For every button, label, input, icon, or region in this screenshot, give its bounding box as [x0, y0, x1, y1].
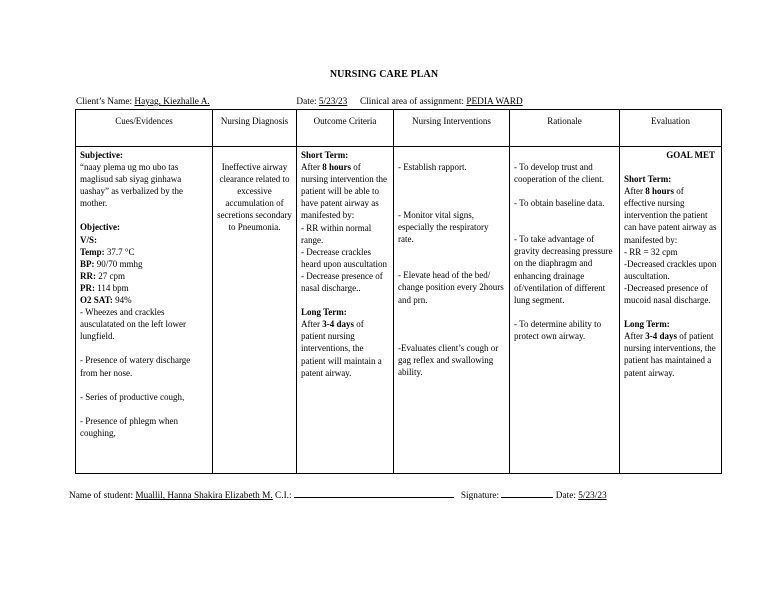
eval-short-item: -Decreased crackles upon auscultation. — [624, 258, 717, 281]
diagnosis-text: Ineffective airway clearance related to excessive accumulation of secretions secondary to Pneumonia. — [217, 162, 292, 233]
rationale-item: - To take advantage of gravity decreasing pressure on the diaphragm and enhancing drainage of/ventilation of different lung segment. — [514, 234, 613, 305]
column-header: Rationale — [510, 110, 620, 147]
subjective-text: “naay plema ug mo ubo tas maglisud sab siyag ginhawa uashay” as verbalized by the mother. — [80, 162, 183, 209]
column-header: Evaluation — [620, 110, 722, 147]
finding-item: - Presence of watery discharge from her nose. — [80, 355, 191, 378]
finding-item: - Series of productive cough, — [80, 391, 185, 402]
date-label: Date: — [296, 97, 317, 107]
client-name-label: Client’s Name: — [76, 97, 133, 107]
footer-date-label: Date: — [555, 491, 576, 501]
table-header-row — [76, 110, 722, 147]
outcome-long-text: After 3-4 days of patient nursing interventions, the patient will maintain a patent airway. — [301, 319, 382, 378]
eval-short-item: - RR = 32 cpm — [624, 246, 678, 257]
vital-signs-label: V/S: — [80, 234, 98, 245]
page-title: NURSING CARE PLAN — [329, 69, 439, 80]
vital-o2sat: O2 SAT: 94% — [80, 295, 132, 306]
vital-temp: Temp: 37.7 °C — [80, 246, 135, 257]
column-header: Nursing Diagnosis — [213, 110, 297, 147]
ci-label: C.I.: — [275, 491, 292, 501]
client-info-line — [76, 97, 523, 107]
rationale-item: - To determine ability to protect own airway. — [514, 318, 602, 341]
clinical-area-label: Clinical area of assignment: — [359, 97, 464, 107]
finding-item: - Presence of phlegm when coughing, — [80, 415, 178, 438]
date-value: 5/23/23 — [318, 97, 348, 107]
eval-long-text: After 3-4 days of patient nursing interventions, the patient has maintained a patent airway. — [624, 331, 716, 378]
outcome-short-text: After 8 hours of nursing intervention the patient will be able to have patent airway as manifested by: — [301, 162, 387, 221]
eval-long-label: Long Term: — [624, 319, 670, 330]
eval-short-label: Short Term: — [624, 174, 672, 185]
client-name-value: Hayag, Kiezhalle A. — [134, 97, 210, 107]
diagnosis-cell — [213, 147, 297, 474]
column-header: Nursing Interventions — [394, 110, 510, 147]
outcome-short-item: - RR within normal range. — [301, 222, 372, 245]
intervention-item: - Establish rapport. — [398, 162, 467, 172]
evaluation-cell — [620, 147, 722, 474]
outcome-short-label: Short Term: — [301, 150, 349, 160]
student-name-value: Muallil, Hanna Shakira Elizabeth M. — [135, 491, 273, 501]
table-row — [76, 147, 722, 474]
intervention-item: - Elevate head of the bed/ change position every 2hours and prn. — [398, 270, 504, 305]
eval-short-text: After 8 hours of effective nursing intervention the patient can have patent airway as manifested by: — [624, 186, 717, 245]
outcome-cell — [297, 147, 394, 474]
signature-blank-line — [501, 488, 553, 498]
vital-pr: PR: 114 bpm — [80, 282, 129, 293]
vital-bp: BP: 90/70 mmhg — [80, 258, 143, 269]
intervention-item: - Monitor vital signs, especially the respiratory rate. — [398, 210, 489, 245]
outcome-short-item: - Decrease crackles heard upon auscultation — [301, 246, 387, 269]
footer-line — [69, 488, 607, 501]
outcome-long-label: Long Term: — [301, 307, 347, 318]
column-header: Cues/Evidences — [76, 110, 213, 147]
student-name-label: Name of student: — [69, 491, 134, 501]
footer-date-value: 5/23/23 — [578, 491, 607, 501]
eval-short-item: -Decreased presence of mucoid nasal discharge. — [624, 282, 711, 306]
rationale-item: - To obtain baseline data. — [514, 198, 605, 209]
ci-blank-line — [294, 488, 454, 498]
goal-status: GOAL MET — [666, 150, 715, 160]
subjective-label: Subjective: — [80, 150, 123, 160]
outcome-short-item: - Decrease presence of nasal discharge.. — [301, 270, 383, 294]
clinical-area-value: PEDIA WARD — [466, 97, 523, 107]
column-header: Outcome Criteria — [297, 110, 394, 147]
vital-rr: RR: 27 cpm — [80, 270, 125, 281]
care-plan-table — [75, 109, 722, 474]
interventions-cell — [394, 147, 510, 474]
rationale-cell — [510, 147, 620, 474]
intervention-item: -Evaluates client’s cough or gag reflex and swallowing ability. — [398, 342, 499, 377]
signature-label: Signature: — [460, 491, 500, 501]
finding-item: - Wheezes and crackles ausculatated on the left lower lungfield. — [80, 307, 186, 342]
cues-cell — [76, 147, 213, 474]
rationale-item: - To develop trust and cooperation of the client. — [514, 162, 604, 185]
objective-label: Objective: — [80, 222, 120, 233]
